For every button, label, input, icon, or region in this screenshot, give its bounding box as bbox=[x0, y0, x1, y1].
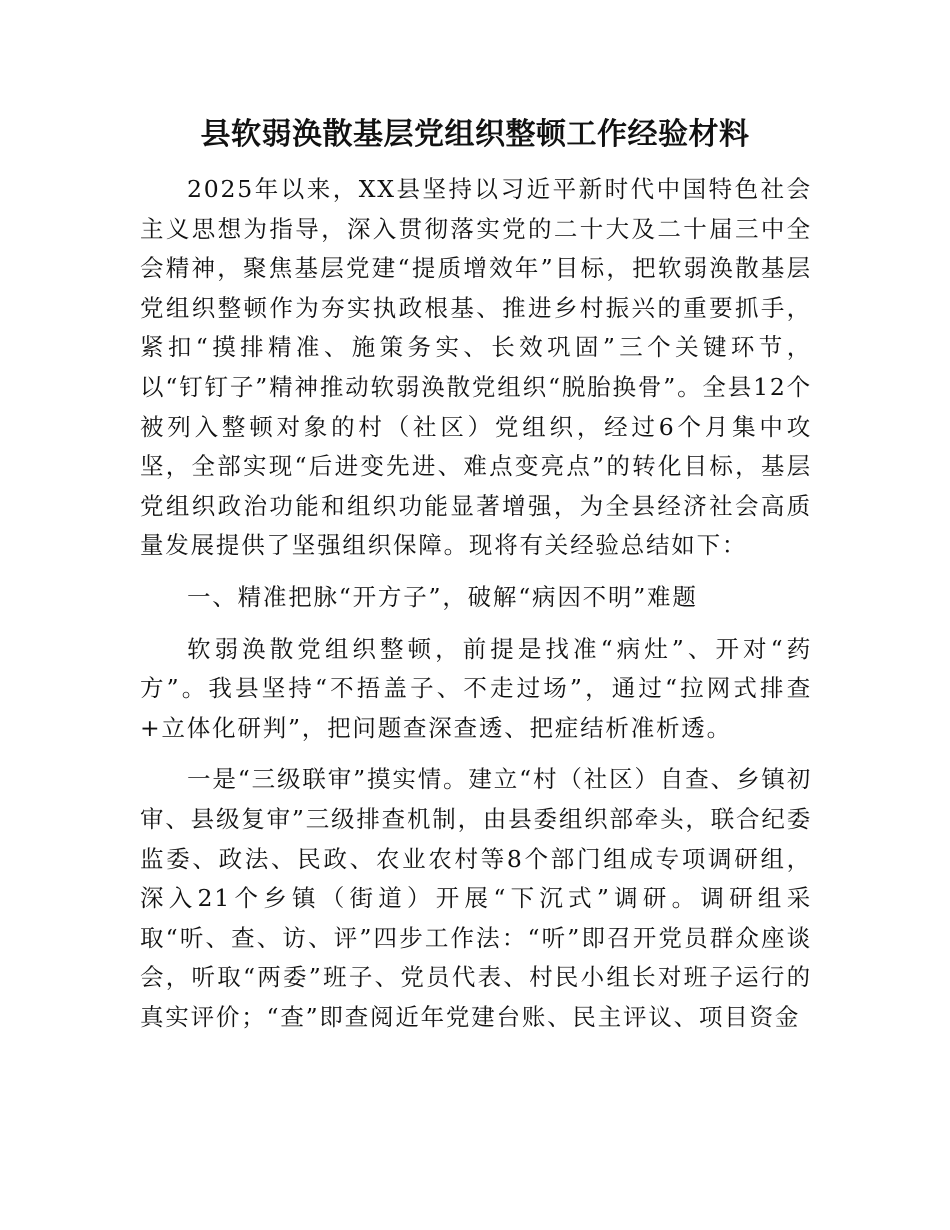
section-1-paragraph-2: 一是“三级联审”摸实情。建立“村（社区）自查、乡镇初审、县级复审”三级排查机制，由县委组织部牵头，联合纪委监委、政法、民政、农业农村等8个部门组成专项调研组，深入21个乡镇（街道）开展“下沉式”调研。调研组采取“听、查、访、评”四步工作法：“听”即召开党员群众座谈会，听取“两委”班子、党员代表、村民小组长对班子运行的真实评价；“查”即查阅近年党建台账、民主评议、项目资金 bbox=[140, 765, 812, 1031]
document-body bbox=[140, 170, 812, 1037]
section-1-paragraph-1: 软弱涣散党组织整顿，前提是找准“病灶”、开对“药方”。我县坚持“不捂盖子、不走过场”，通过“拉网式排查+立体化研判”，把问题查深查透、把症结析准析透。 bbox=[140, 634, 812, 742]
section-heading-1: 一、精准把脉“开方子”，破解“病因不明”难题 bbox=[187, 582, 698, 611]
intro-paragraph: 2025年以来，XX县坚持以习近平新时代中国特色社会主义思想为指导，深入贯彻落实党的二十大及二十届三中全会精神，聚焦基层党建“提质增效年”目标，把软弱涣散基层党组织整顿作为夯实执政根基、推进乡村振兴的重要抓手，紧扣“摸排精准、施策务实、长效巩固”三个关键环节，以“钉钉子”精神推动软弱涣散党组织“脱胎换骨”。全县12个被列入整顿对象的村（社区）党组织，经过6个月集中攻坚，全部实现“后进变先进、难点变亮点”的转化目标，基层党组织政治功能和组织功能显著增强，为全县经济社会高质量发展提供了坚强组织保障。现将有关经验总结如下： bbox=[140, 175, 812, 560]
document-title: 县软弱涣散基层党组织整顿工作经验材料 bbox=[200, 117, 750, 152]
